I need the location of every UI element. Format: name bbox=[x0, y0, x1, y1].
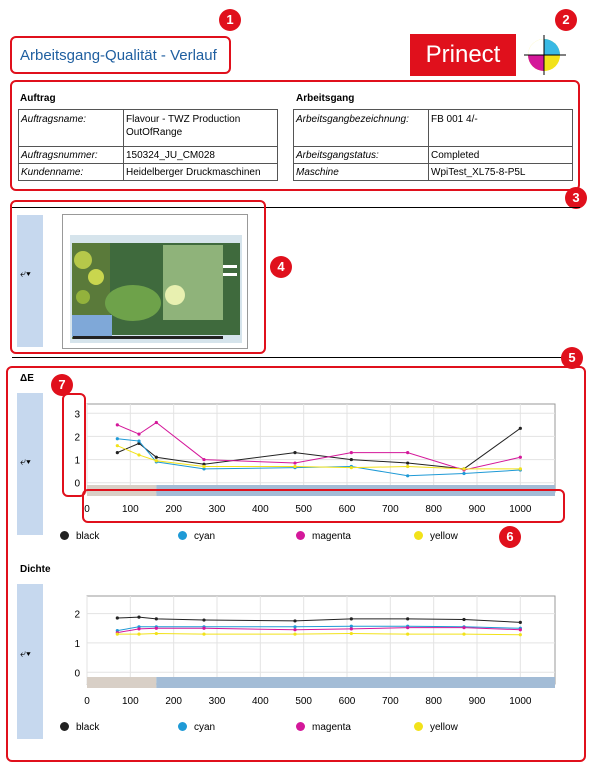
data-point-magenta bbox=[350, 451, 353, 454]
x-tick-label: 500 bbox=[295, 504, 313, 515]
x-tick-label: 100 bbox=[121, 696, 139, 707]
x-tick-label: 0 bbox=[84, 696, 90, 707]
auftragsname-value: Flavour - TWZ Production OutOfRange bbox=[126, 114, 241, 138]
legend-swatch bbox=[414, 531, 423, 540]
legend-swatch bbox=[296, 531, 305, 540]
data-point-black bbox=[293, 451, 296, 454]
x-tick-label: 1000 bbox=[509, 696, 532, 707]
legend-label: yellow bbox=[430, 722, 458, 733]
y-tick-label: 3 bbox=[74, 409, 80, 421]
data-point-black bbox=[519, 621, 522, 624]
separator-line bbox=[12, 357, 580, 358]
legend-item-yellow bbox=[414, 531, 458, 542]
x-tick-label: 800 bbox=[425, 696, 443, 707]
color-wheel-icon bbox=[520, 33, 568, 77]
legend-swatch bbox=[60, 531, 69, 540]
data-point-cyan bbox=[293, 625, 296, 628]
x-tick-label: 900 bbox=[468, 504, 486, 515]
data-point-cyan bbox=[137, 439, 140, 442]
arbeitsgangbezeichnung-label: Arbeitsgangbezeichnung: bbox=[296, 114, 409, 125]
data-point-black bbox=[155, 617, 158, 620]
dichte-title: Dichte bbox=[20, 564, 51, 575]
callout-badge-6: 6 bbox=[499, 526, 521, 548]
y-tick-label: 2 bbox=[74, 609, 80, 621]
x-tick-label: 300 bbox=[208, 696, 226, 707]
data-point-yellow bbox=[202, 465, 205, 468]
data-point-magenta bbox=[116, 423, 119, 426]
data-point-yellow bbox=[202, 633, 205, 636]
data-point-black bbox=[519, 427, 522, 430]
data-point-magenta bbox=[350, 627, 353, 630]
data-point-magenta bbox=[406, 626, 409, 629]
legend-swatch bbox=[178, 722, 187, 731]
auftragsnummer-value: 150324_JU_CM028 bbox=[126, 150, 215, 161]
data-point-black bbox=[202, 618, 205, 621]
auftragsnummer-label: Auftragsnummer: bbox=[21, 150, 98, 161]
legend-label: magenta bbox=[312, 531, 351, 542]
kundenname-label: Kundenname: bbox=[21, 167, 84, 178]
y-tick-label: 0 bbox=[74, 668, 80, 680]
callout-badge-3: 3 bbox=[565, 187, 587, 209]
x-tick-label: 400 bbox=[251, 504, 269, 515]
x-tick-label: 200 bbox=[165, 504, 183, 515]
x-tick-label: 400 bbox=[251, 696, 269, 707]
data-point-black bbox=[350, 458, 353, 461]
collapse-arrow-icon[interactable]: ⤶▾ bbox=[20, 456, 31, 468]
legend-item-cyan bbox=[178, 722, 215, 733]
data-point-cyan bbox=[462, 472, 465, 475]
data-point-yellow bbox=[406, 465, 409, 468]
legend-swatch bbox=[296, 722, 305, 731]
legend-label: cyan bbox=[194, 531, 216, 542]
data-point-black bbox=[293, 619, 296, 622]
data-point-magenta bbox=[519, 628, 522, 631]
x-tick-label: 500 bbox=[295, 696, 313, 707]
plot-area bbox=[87, 404, 555, 492]
x-tick-label: 600 bbox=[338, 504, 356, 515]
legend-swatch bbox=[60, 722, 69, 731]
maschine-label: Maschine bbox=[296, 167, 339, 178]
y-tick-label: 0 bbox=[74, 478, 80, 490]
x-tick-label: 800 bbox=[425, 504, 443, 515]
dichte-chart bbox=[60, 588, 560, 718]
auftrag-heading: Auftrag bbox=[20, 93, 56, 104]
data-point-yellow bbox=[350, 632, 353, 635]
data-point-yellow bbox=[462, 467, 465, 470]
y-tick-label: 1 bbox=[74, 455, 80, 467]
sheet-preview-thumbnail[interactable] bbox=[62, 214, 248, 349]
data-point-yellow bbox=[293, 633, 296, 636]
x-tick-label: 100 bbox=[121, 504, 139, 515]
y-tick-label: 1 bbox=[74, 638, 80, 650]
x-tick-label: 600 bbox=[338, 696, 356, 707]
legend-label: black bbox=[76, 722, 100, 733]
data-point-yellow bbox=[293, 465, 296, 468]
data-point-yellow bbox=[350, 466, 353, 469]
data-point-magenta bbox=[137, 433, 140, 436]
x-tick-label: 700 bbox=[381, 504, 399, 515]
data-point-yellow bbox=[155, 459, 158, 462]
legend-swatch bbox=[414, 722, 423, 731]
plot-area bbox=[87, 596, 555, 684]
data-point-magenta bbox=[155, 627, 158, 630]
callout-badge-5: 5 bbox=[561, 347, 583, 369]
data-point-yellow bbox=[406, 633, 409, 636]
data-point-yellow bbox=[462, 633, 465, 636]
legend-item-magenta bbox=[296, 531, 351, 542]
data-point-black bbox=[155, 456, 158, 459]
arbeitsgangstatus-value: Completed bbox=[431, 150, 480, 161]
data-point-cyan bbox=[116, 437, 119, 440]
callout-x-axis bbox=[82, 489, 565, 523]
auftragsname-label: Auftragsname: bbox=[21, 114, 87, 125]
x-tick-label: 200 bbox=[165, 696, 183, 707]
legend-item-black bbox=[60, 531, 99, 542]
callout-badge-1: 1 bbox=[219, 9, 241, 31]
data-point-yellow bbox=[155, 632, 158, 635]
callout-badge-4: 4 bbox=[270, 256, 292, 278]
legend-swatch bbox=[178, 531, 187, 540]
collapse-arrow-icon[interactable]: ⤶▾ bbox=[20, 648, 31, 660]
x-tick-label: 900 bbox=[468, 696, 486, 707]
arbeitsgangstatus-label: Arbeitsgangstatus: bbox=[296, 150, 379, 161]
data-point-magenta bbox=[293, 461, 296, 464]
data-point-black bbox=[116, 451, 119, 454]
maschine-value: WpiTest_XL75-8-P5L bbox=[431, 167, 526, 178]
data-point-yellow bbox=[116, 633, 119, 636]
data-point-yellow bbox=[519, 633, 522, 636]
data-point-yellow bbox=[137, 453, 140, 456]
legend-label: yellow bbox=[430, 531, 458, 542]
data-point-magenta bbox=[155, 421, 158, 424]
page-title: Arbeitsgang-Qualität - Verlauf bbox=[20, 47, 217, 64]
data-point-yellow bbox=[519, 467, 522, 470]
legend-label: magenta bbox=[312, 722, 351, 733]
data-point-black bbox=[406, 617, 409, 620]
data-point-cyan bbox=[406, 474, 409, 477]
x-tick-label: 0 bbox=[84, 504, 90, 515]
data-point-magenta bbox=[137, 627, 140, 630]
y-tick-label: 2 bbox=[74, 432, 80, 444]
data-point-yellow bbox=[137, 633, 140, 636]
data-point-black bbox=[116, 616, 119, 619]
legend-item-cyan bbox=[178, 531, 215, 542]
x-tick-label: 1000 bbox=[509, 504, 532, 515]
data-point-black bbox=[137, 616, 140, 619]
data-point-magenta bbox=[406, 451, 409, 454]
preview-sideband bbox=[17, 215, 43, 347]
callout-y-axis bbox=[62, 393, 86, 497]
data-point-magenta bbox=[202, 627, 205, 630]
data-point-black bbox=[350, 617, 353, 620]
prinect-logo: Prinect bbox=[410, 34, 516, 76]
x-tick-label: 300 bbox=[208, 504, 226, 515]
data-point-black bbox=[406, 461, 409, 464]
collapse-arrow-icon[interactable]: ⤶▾ bbox=[20, 268, 31, 280]
dichte-sideband bbox=[17, 584, 43, 739]
data-point-magenta bbox=[462, 626, 465, 629]
data-point-yellow bbox=[116, 444, 119, 447]
legend-label: cyan bbox=[194, 722, 216, 733]
legend-item-black bbox=[60, 722, 99, 733]
arbeitsgang-heading: Arbeitsgang bbox=[296, 93, 355, 104]
callout-title bbox=[10, 36, 231, 74]
legend-item-yellow bbox=[414, 722, 458, 733]
x-tick-label: 700 bbox=[381, 696, 399, 707]
data-point-magenta bbox=[202, 458, 205, 461]
arbeitsgangbezeichnung-value: FB 001 4/- bbox=[431, 114, 478, 125]
data-point-black bbox=[462, 618, 465, 621]
timeline-band-start bbox=[87, 677, 156, 688]
legend-label: black bbox=[76, 531, 100, 542]
callout-badge-2: 2 bbox=[555, 9, 577, 31]
data-point-magenta bbox=[519, 456, 522, 459]
data-point-magenta bbox=[293, 628, 296, 631]
delta-e-title: ΔE bbox=[20, 373, 34, 384]
legend-item-magenta bbox=[296, 722, 351, 733]
kundenname-value: Heidelberger Druckmaschinen bbox=[126, 167, 261, 178]
callout-badge-7: 7 bbox=[51, 374, 73, 396]
timeline-band bbox=[156, 677, 555, 688]
